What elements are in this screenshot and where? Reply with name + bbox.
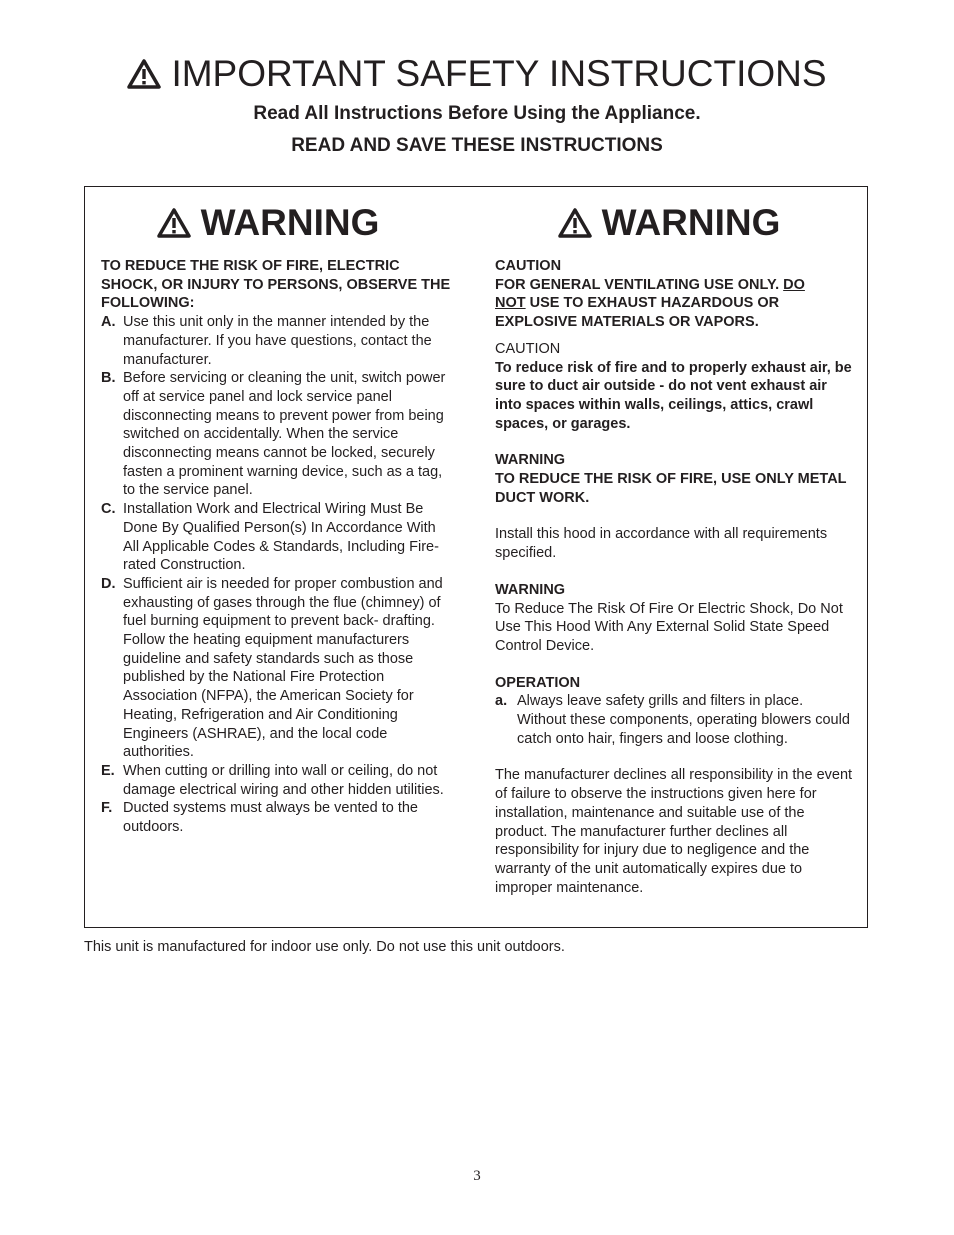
warning-metal-duct-text: TO REDUCE THE RISK OF FIRE, USE ONLY METAL DUCT WORK. [495, 471, 847, 506]
list-item-marker: a. [495, 693, 508, 710]
warning-speed-control-text: To Reduce The Risk Of Fire Or Electric Shock, Do Not Use This Hood With Any External Solid State Speed Control Device. [495, 600, 843, 654]
list-item [101, 500, 453, 575]
right-warning-heading-text: WARNING [601, 202, 781, 243]
list-item-marker: A. [101, 314, 116, 331]
list-item-marker: C. [101, 501, 116, 518]
warning-label: WARNING [495, 452, 566, 469]
page-title-text: IMPORTANT SAFETY INSTRUCTIONS [171, 53, 827, 94]
warning-triangle-icon [127, 59, 161, 89]
caution-duct-text: To reduce risk of fire and to properly exhaust air, be sure to duct air outside - do not vent exhaust air into spaces within walls, ceilings, attics, crawl spaces, or garages. [495, 359, 852, 432]
caution-text-part: FOR GENERAL VENTILATING USE ONLY. [495, 276, 784, 293]
caution-underlined-not: NOT [495, 295, 526, 312]
left-warning-heading [83, 201, 453, 245]
left-warning-list [101, 313, 453, 837]
list-item [101, 799, 453, 836]
footer-note: This unit is manufactured for indoor use only. Do not use this unit outdoors. [84, 939, 565, 955]
caution-ventilating-text [495, 276, 853, 332]
list-item-marker: E. [101, 762, 115, 779]
list-item [495, 692, 853, 748]
list-item-text: Installation Work and Electrical Wiring Must Be Done By Qualified Person(s) In Accordance With All Applicable Codes & Standards, Including Fire-rated Construction. [123, 501, 439, 574]
list-item-marker: D. [101, 575, 116, 592]
list-item-marker: B. [101, 370, 116, 387]
list-item-text: Before servicing or cleaning the unit, switch power off at service panel and lock service panel disconnecting means to prevent power from being switched on accidentally. When the service disconnecting means cannot be locked, securely fasten a prominent warning device, such as a tag, to the service panel. [123, 370, 446, 499]
page-subtitle-secondary: READ AND SAVE THESE INSTRUCTIONS [291, 135, 663, 156]
right-warning-column [495, 201, 853, 897]
page-subtitle: Read All Instructions Before Using the Appliance. [253, 103, 701, 124]
warning-box [84, 186, 868, 928]
list-item [101, 313, 453, 369]
page-number: 3 [473, 1168, 481, 1184]
right-warning-heading [485, 201, 853, 245]
page-title [0, 52, 954, 96]
caution-text-part: USE TO EXHAUST HAZARDOUS OR EXPLOSIVE MATERIALS OR VAPORS. [495, 295, 780, 331]
list-item-marker: F. [101, 800, 113, 817]
left-warning-intro: TO REDUCE THE RISK OF FIRE, ELECTRIC SHOCK, OR INJURY TO PERSONS, OBSERVE THE FOLLOWING: [101, 258, 451, 312]
left-warning-heading-text: WARNING [200, 202, 380, 243]
page-header [0, 52, 954, 158]
list-item [101, 369, 453, 500]
operation-list [495, 692, 853, 748]
caution-label: CAUTION [495, 340, 561, 357]
list-item [101, 762, 453, 799]
disclaimer-text: The manufacturer declines all responsibility in the event of failure to observe the instructions given here for installation, maintenance and suitable use of the product. The manufacturer further declines all responsibility for injury due to negligence and the warranty of the unit automatically expires due to improper maintenance. [495, 767, 853, 896]
warning-triangle-icon [157, 208, 191, 238]
install-text: Install this hood in accordance with all requirements specified. [495, 526, 828, 562]
caution-label: CAUTION [495, 258, 562, 274]
list-item-text: Use this unit only in the manner intended by the manufacturer. If you have questions, contact the manufacturer. [123, 314, 432, 368]
list-item-text: Always leave safety grills and filters in place. Without these components, operating blowers could catch onto hair, fingers and loose clothing. [517, 693, 850, 747]
left-warning-column [101, 201, 453, 837]
list-item-text: Ducted systems must always be vented to the outdoors. [123, 800, 418, 836]
operation-label: OPERATION [495, 674, 581, 691]
caution-underlined-do: DO [783, 276, 805, 293]
list-item-text: When cutting or drilling into wall or ceiling, do not damage electrical wiring and other hidden utilities. [123, 762, 444, 798]
list-item [101, 575, 453, 762]
list-item-text: Sufficient air is needed for proper combustion and exhausting of gases through the flue (chimney) of fuel burning equipment to prevent back- drafting. Follow the heating equipment manufacturers guideline and safety standards such as those published by the National Fire Protection Association (NFPA), the American Society for Heating, Refrigeration and Air Conditioning Engineers (ASHRAE), and the local code authorities. [123, 575, 443, 761]
warning-label: WARNING [495, 581, 566, 598]
warning-triangle-icon [558, 208, 592, 238]
